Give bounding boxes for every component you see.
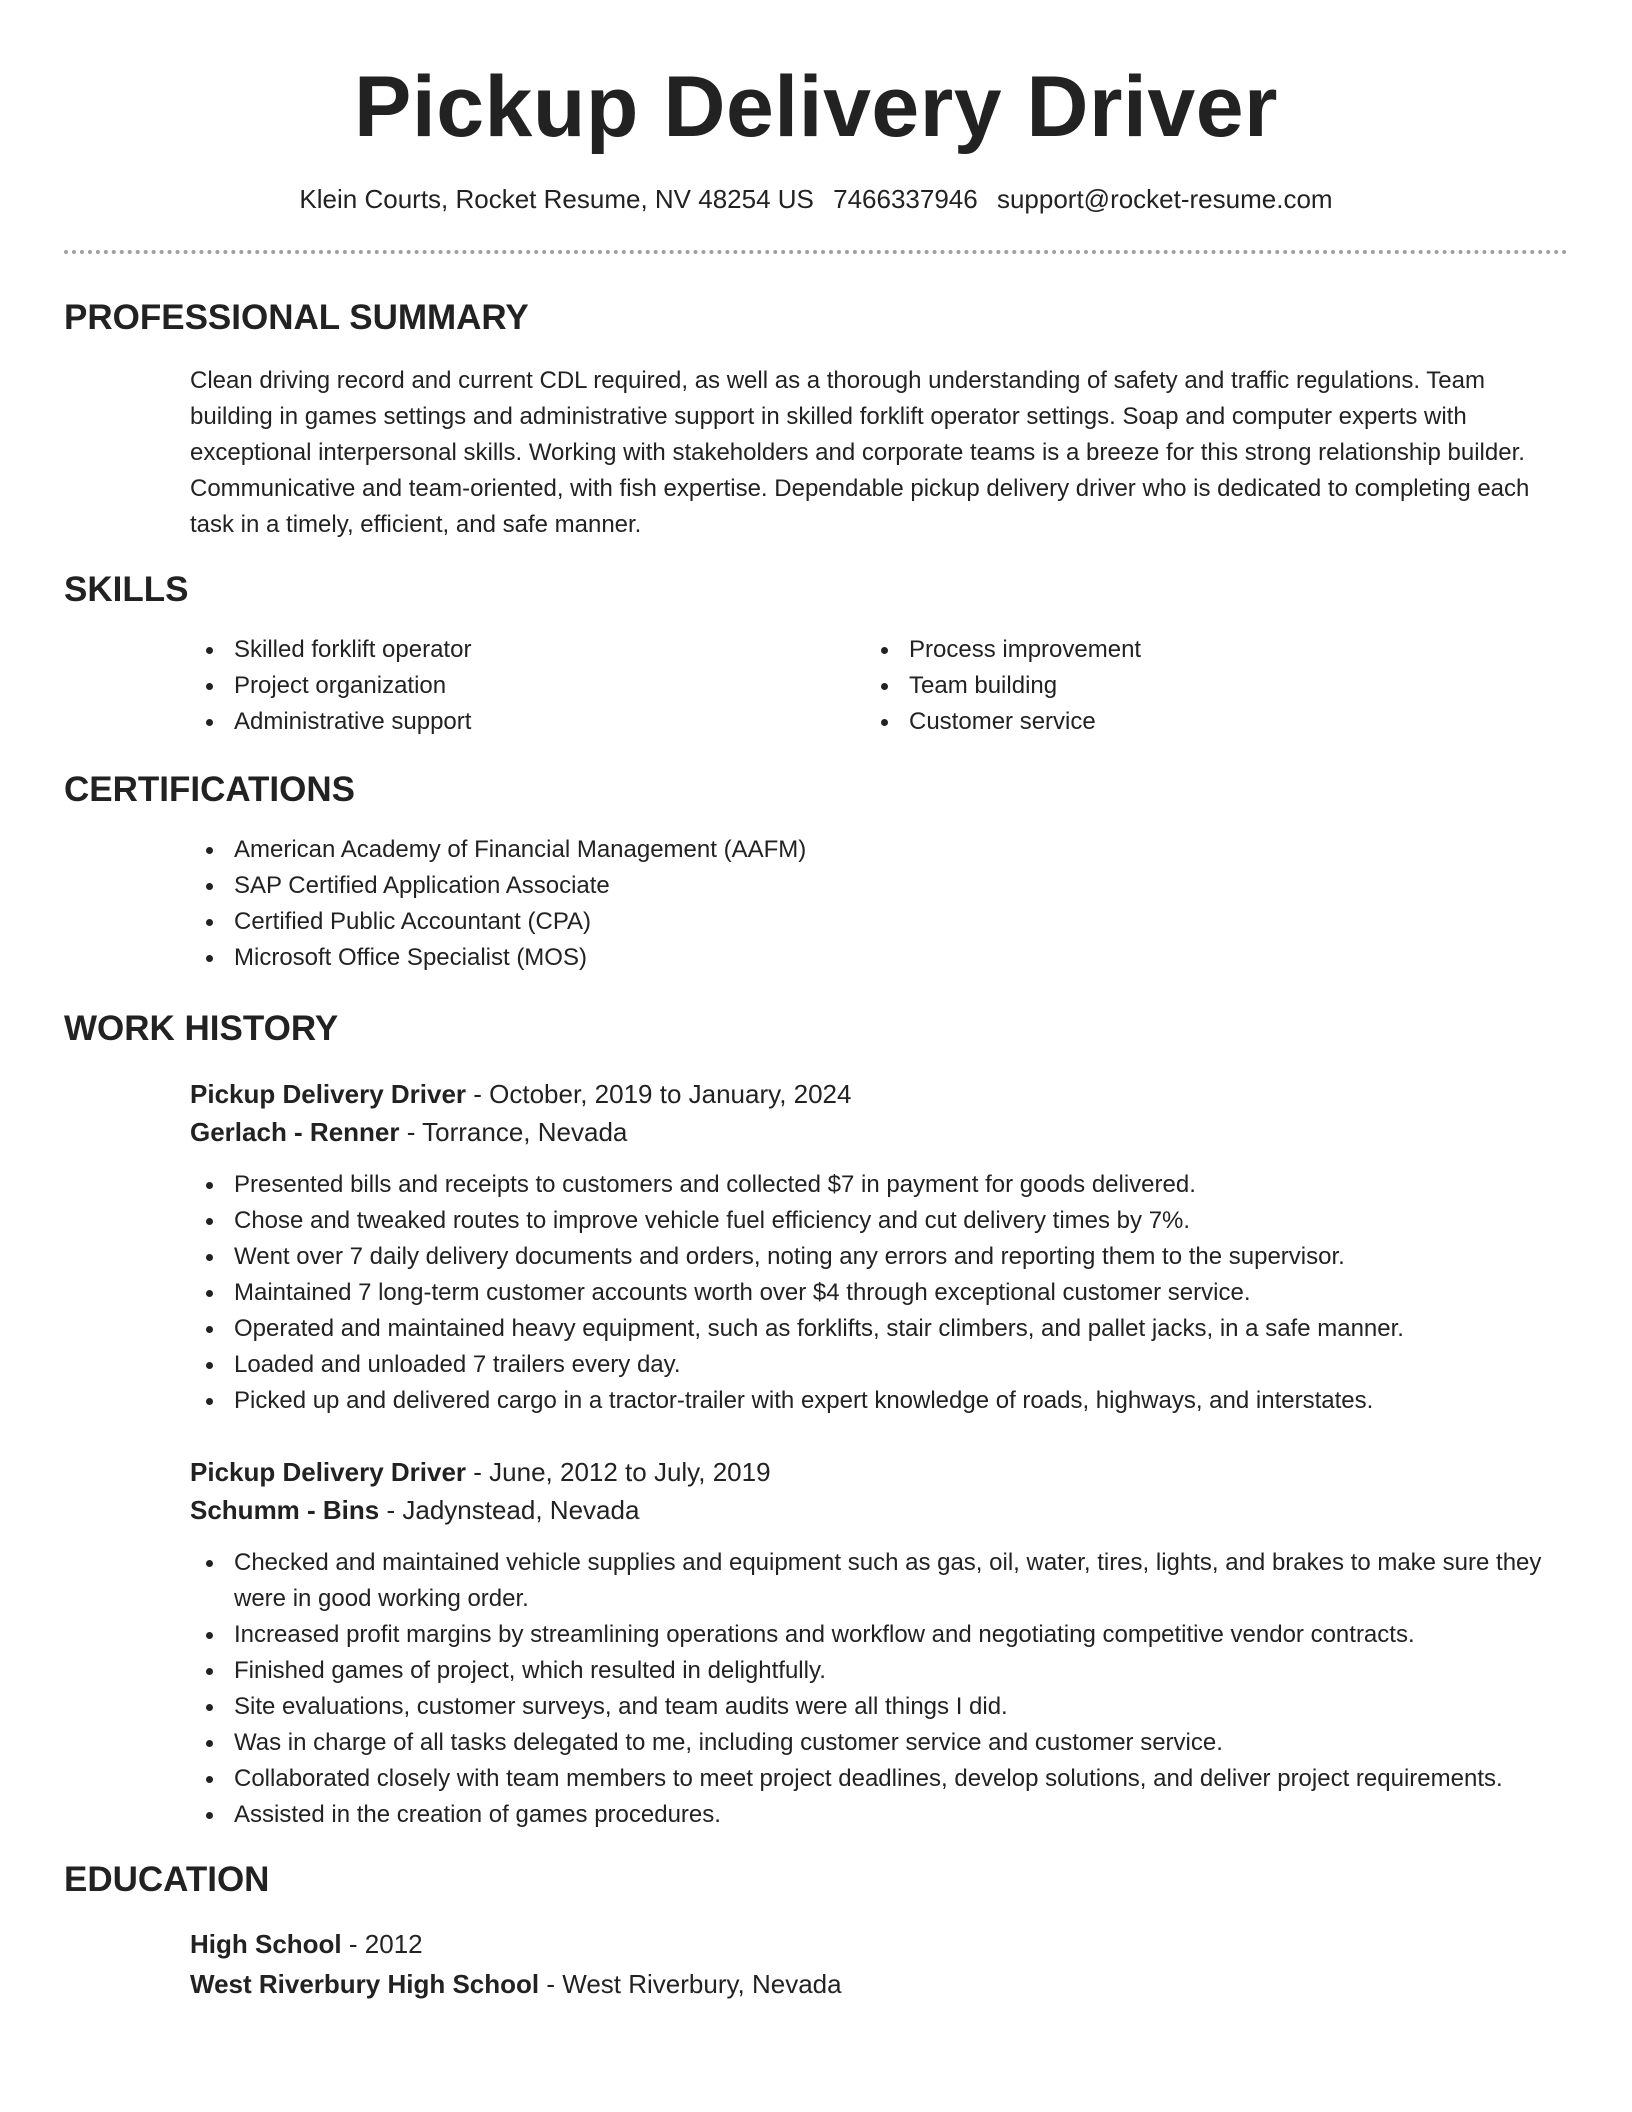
list-item: Operated and maintained heavy equipment, such as forklifts, stair climbers, and pallet jacks, in a safe manner. <box>190 1311 1590 1347</box>
education-degree: High School <box>190 1929 342 1959</box>
list-item: Loaded and unloaded 7 trailers every day. <box>190 1347 1590 1383</box>
contact-email: support@rocket-resume.com <box>996 184 1333 214</box>
education-school: West Riverbury High School <box>190 1969 540 1999</box>
job-company-line <box>190 1113 627 1151</box>
job-company-line <box>190 1491 639 1529</box>
list-item: Team building <box>865 668 1505 704</box>
contact-line <box>0 181 1632 217</box>
job-bullets <box>190 1167 1590 1419</box>
education-heading: EDUCATION <box>64 1860 270 1899</box>
education-degree-line <box>190 1925 423 1963</box>
job-title-line <box>190 1453 771 1491</box>
summary-heading: PROFESSIONAL SUMMARY <box>64 298 529 337</box>
list-item: Presented bills and receipts to customers and collected $7 in payment for goods delivered. <box>190 1167 1590 1203</box>
job-bullets <box>190 1545 1560 1833</box>
summary-text: Clean driving record and current CDL required, as well as a thorough understanding of safety and traffic regulations. Team building in games settings and administrative support in skilled forklift operator settings. Soap and computer experts with exceptional interpersonal skills. Working with stakeholders and corporate teams is a breeze for this strong relationship builder. Communicative and team-oriented, with fish expertise. Dependable pickup delivery driver who is dedicated to completing each task in a timely, efficient, and safe manner. <box>190 367 1530 538</box>
skills-list-right <box>865 632 1505 740</box>
contact-phone: 7466337946 <box>833 184 978 214</box>
list-item: Increased profit margins by streamlining operations and workflow and negotiating competitive vendor contracts. <box>190 1617 1560 1653</box>
skills-list-left <box>190 632 830 740</box>
skills-heading: SKILLS <box>64 570 189 609</box>
list-item: Administrative support <box>190 704 830 740</box>
job-company: Gerlach - Renner <box>190 1117 400 1147</box>
list-item: Finished games of project, which resulted in delightfully. <box>190 1653 1560 1689</box>
certifications-heading: CERTIFICATIONS <box>64 770 356 809</box>
list-item: Checked and maintained vehicle supplies and equipment such as gas, oil, water, tires, lights, and brakes to make sure they were in good working order. <box>190 1545 1560 1617</box>
list-item: Collaborated closely with team members to meet project deadlines, develop solutions, and deliver project requirements. <box>190 1761 1560 1797</box>
education-year: - 2012 <box>341 1929 423 1959</box>
list-item: Went over 7 daily delivery documents and orders, noting any errors and reporting them to the supervisor. <box>190 1239 1590 1275</box>
work-history-heading: WORK HISTORY <box>64 1009 339 1048</box>
list-item: SAP Certified Application Associate <box>190 868 1490 904</box>
list-item: Was in charge of all tasks delegated to me, including customer service and customer service. <box>190 1725 1560 1761</box>
education-location: - West Riverbury, Nevada <box>539 1969 842 1999</box>
list-item: Microsoft Office Specialist (MOS) <box>190 940 1490 976</box>
job-role: Pickup Delivery Driver <box>190 1457 467 1487</box>
list-item: Maintained 7 long-term customer accounts worth over $4 through exceptional customer service. <box>190 1275 1590 1311</box>
contact-address: Klein Courts, Rocket Resume, NV 48254 US <box>299 184 814 214</box>
list-item: Picked up and delivered cargo in a tractor-trailer with expert knowledge of roads, highways, and interstates. <box>190 1383 1590 1419</box>
job-dates: - October, 2019 to January, 2024 <box>466 1079 852 1109</box>
list-item: Customer service <box>865 704 1505 740</box>
list-item: Chose and tweaked routes to improve vehicle fuel efficiency and cut delivery times by 7%. <box>190 1203 1590 1239</box>
list-item: Project organization <box>190 668 830 704</box>
job-title-line <box>190 1075 851 1113</box>
list-item: Skilled forklift operator <box>190 632 830 668</box>
header-divider <box>64 250 1568 254</box>
job-role: Pickup Delivery Driver <box>190 1079 467 1109</box>
list-item: Certified Public Accountant (CPA) <box>190 904 1490 940</box>
list-item: Assisted in the creation of games procedures. <box>190 1797 1560 1833</box>
job-company: Schumm - Bins <box>190 1495 380 1525</box>
list-item: American Academy of Financial Management (AAFM) <box>190 832 1490 868</box>
resume-name: Pickup Delivery Driver <box>353 59 1279 155</box>
job-location: - Jadynstead, Nevada <box>379 1495 640 1525</box>
list-item: Site evaluations, customer surveys, and team audits were all things I did. <box>190 1689 1560 1725</box>
education-school-line <box>190 1965 842 2003</box>
job-location: - Torrance, Nevada <box>399 1117 628 1147</box>
list-item: Process improvement <box>865 632 1505 668</box>
certifications-list <box>190 832 1490 976</box>
job-dates: - June, 2012 to July, 2019 <box>466 1457 771 1487</box>
